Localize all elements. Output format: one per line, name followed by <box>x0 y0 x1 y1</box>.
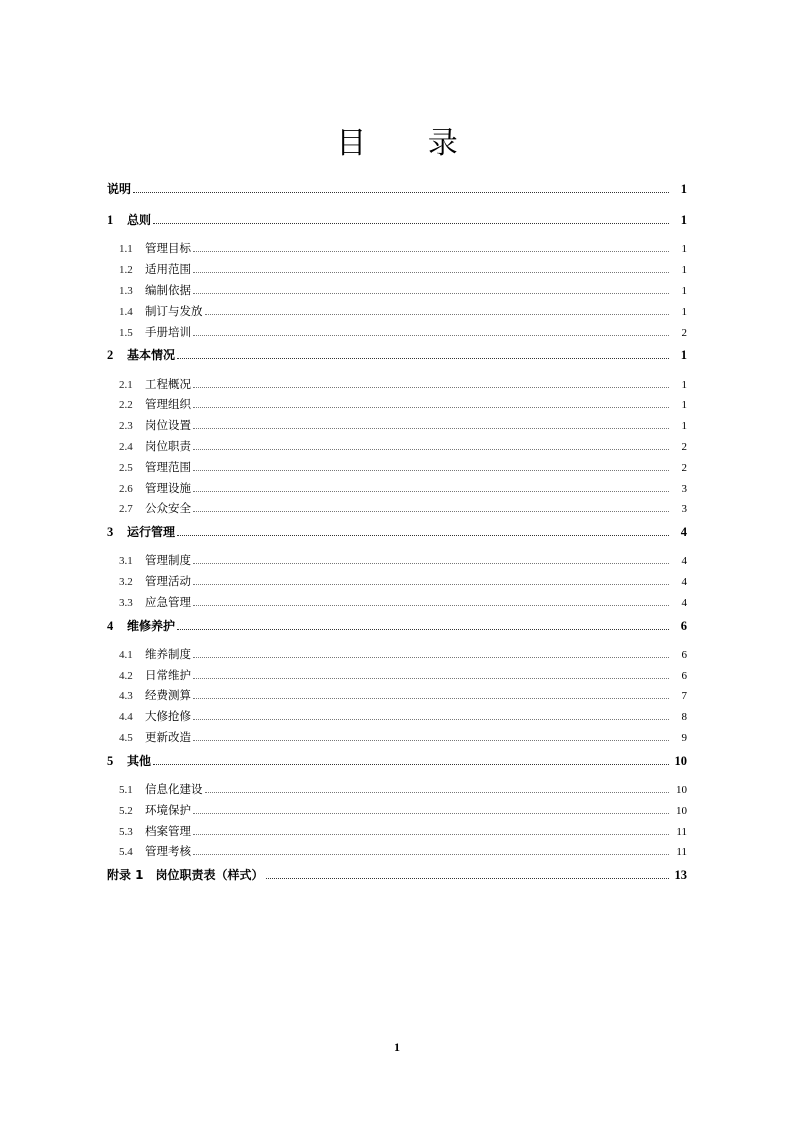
toc-entry-number: 3 <box>107 525 114 540</box>
toc-entry-label: 环境保护 <box>145 802 191 817</box>
toc-entry-number: 4.4 <box>119 711 133 724</box>
toc-section-entry[interactable] <box>107 779 687 800</box>
toc-entry-label: 管理目标 <box>145 241 191 256</box>
toc-entry-label: 应急管理 <box>145 594 191 609</box>
toc-entry-page-number: 4 <box>680 525 687 540</box>
toc-dot-leader <box>193 271 669 273</box>
toc-entry-label: 维养制度 <box>145 646 191 661</box>
toc-entry-label: 管理考核 <box>145 844 191 859</box>
toc-entry-number: 2.3 <box>119 420 133 433</box>
toc-dot-leader <box>193 853 669 855</box>
toc-entry-label: 制订与发放 <box>145 303 203 318</box>
toc-entry-number: 1.1 <box>119 243 133 256</box>
toc-entry-number: 4.5 <box>119 732 133 745</box>
toc-entry-number: 2.5 <box>119 461 133 474</box>
toc-entry-number: 3.2 <box>119 576 133 589</box>
toc-section-entry[interactable] <box>107 841 687 862</box>
toc-entry-page-number: 4 <box>681 555 687 568</box>
toc-entry-number: 5.4 <box>119 846 133 859</box>
toc-dot-leader <box>193 490 669 492</box>
toc-dot-leader <box>177 534 669 536</box>
toc-entry-label: 岗位职责 <box>145 438 191 453</box>
toc-entry-label: 档案管理 <box>145 823 191 838</box>
toc-entry-number: 1.2 <box>119 264 133 277</box>
table-of-contents <box>107 176 687 893</box>
toc-dot-leader <box>193 583 669 585</box>
toc-entry-page-number: 11 <box>676 825 687 838</box>
toc-dot-leader <box>193 448 669 450</box>
toc-entry-page-number: 6 <box>681 648 687 661</box>
toc-dot-leader <box>193 250 669 252</box>
toc-section-entry[interactable] <box>107 727 687 748</box>
toc-entry-label: 公众安全 <box>145 501 191 516</box>
toc-dot-leader <box>153 763 669 765</box>
toc-dot-leader <box>193 718 669 720</box>
toc-section-entry[interactable] <box>107 436 687 457</box>
toc-entry-number: 3.3 <box>119 596 133 609</box>
toc-entry-page-number: 1 <box>680 348 687 363</box>
toc-section-entry[interactable] <box>107 322 687 343</box>
toc-dot-leader <box>153 222 669 224</box>
toc-chapter-entry[interactable] <box>107 207 687 238</box>
toc-entry-page-number: 6 <box>680 618 687 633</box>
toc-entry-label: 管理组织 <box>145 397 191 412</box>
toc-entry-page-number: 8 <box>681 711 687 724</box>
toc-entry-page-number: 7 <box>681 690 687 703</box>
toc-section-entry[interactable] <box>107 478 687 499</box>
toc-dot-leader <box>205 313 670 315</box>
toc-dot-leader <box>193 292 669 294</box>
toc-entry-label: 适用范围 <box>145 262 191 277</box>
toc-section-entry[interactable] <box>107 550 687 571</box>
toc-entry-label: 岗位设置 <box>145 418 191 433</box>
toc-entry-number: 1.3 <box>119 284 133 297</box>
toc-section-entry[interactable] <box>107 280 687 301</box>
toc-section-entry[interactable] <box>107 457 687 478</box>
toc-entry-page-number: 10 <box>676 784 687 797</box>
toc-dot-leader <box>205 791 670 793</box>
toc-section-entry[interactable] <box>107 301 687 322</box>
toc-dot-leader <box>193 656 669 658</box>
toc-section-entry[interactable] <box>107 238 687 259</box>
toc-entry-number: 4.1 <box>119 648 133 661</box>
toc-dot-leader <box>133 191 669 193</box>
toc-entry-number: 5.1 <box>119 784 133 797</box>
toc-entry-page-number: 6 <box>681 669 687 682</box>
toc-section-entry[interactable] <box>107 665 687 686</box>
toc-chapter-entry[interactable] <box>107 613 687 644</box>
toc-entry-page-number: 13 <box>674 868 687 883</box>
toc-entry-page-number: 1 <box>680 182 687 196</box>
toc-entry-label: 更新改造 <box>145 730 191 745</box>
toc-entry-page-number: 1 <box>681 399 687 412</box>
toc-dot-leader <box>266 877 669 879</box>
toc-chapter-entry[interactable] <box>107 748 687 779</box>
toc-entry-page-number: 11 <box>676 846 687 859</box>
toc-entry-page-number: 1 <box>681 420 687 433</box>
toc-entry-label: 维修养护 <box>127 618 176 633</box>
toc-entry-page-number: 4 <box>681 596 687 609</box>
toc-section-entry[interactable] <box>107 706 687 727</box>
toc-entry-number: 5 <box>107 753 114 768</box>
toc-section-entry[interactable] <box>107 415 687 436</box>
toc-entry-label: 总则 <box>127 213 152 228</box>
toc-section-entry[interactable] <box>107 821 687 842</box>
toc-dot-leader <box>193 697 669 699</box>
toc-dot-leader <box>193 812 669 814</box>
toc-entry-page-number: 1 <box>681 264 687 277</box>
toc-section-entry[interactable] <box>107 259 687 280</box>
toc-dot-leader <box>193 604 669 606</box>
toc-entry-label: 手册培训 <box>145 324 191 339</box>
toc-entry-label: 编制依据 <box>145 282 191 297</box>
toc-entry-number: 4 <box>107 618 114 633</box>
toc-entry-label: 大修抢修 <box>145 709 191 724</box>
toc-dot-leader <box>193 510 669 512</box>
toc-entry-number: 3.1 <box>119 555 133 568</box>
toc-entry-number: 2.1 <box>119 378 133 391</box>
toc-entry-label: 经费测算 <box>145 688 191 703</box>
page-title: 目 录 <box>336 126 484 161</box>
toc-entry-label: 说明 <box>107 182 132 196</box>
toc-section-entry[interactable] <box>107 394 687 415</box>
toc-entry-page-number: 1 <box>681 305 687 318</box>
toc-entry-label: 附录 1 岗位职责表（样式） <box>107 868 264 883</box>
toc-dot-leader <box>193 833 669 835</box>
toc-dot-leader <box>177 357 669 359</box>
toc-entry-number: 5.2 <box>119 804 133 817</box>
toc-entry-label: 管理活动 <box>145 574 191 589</box>
toc-section-entry[interactable] <box>107 498 687 519</box>
toc-dot-leader <box>193 739 669 741</box>
toc-dot-leader <box>193 562 669 564</box>
toc-entry-page-number: 3 <box>681 503 687 516</box>
page-number: 1 <box>394 1040 400 1054</box>
toc-entry-number: 2 <box>107 348 114 363</box>
toc-entry-page-number: 9 <box>681 732 687 745</box>
toc-dot-leader <box>193 406 669 408</box>
toc-entry-page-number: 1 <box>680 213 687 228</box>
toc-section-entry[interactable] <box>107 685 687 706</box>
toc-chapter-entry[interactable] <box>107 176 687 207</box>
toc-entry-label: 运行管理 <box>127 525 176 540</box>
toc-entry-label: 工程概况 <box>145 376 191 391</box>
toc-chapter-entry[interactable] <box>107 519 687 550</box>
toc-section-entry[interactable] <box>107 800 687 821</box>
toc-entry-page-number: 2 <box>681 461 687 474</box>
toc-entry-number: 1.4 <box>119 305 133 318</box>
toc-entry-label: 管理设施 <box>145 480 191 495</box>
toc-entry-page-number: 3 <box>681 482 687 495</box>
toc-entry-page-number: 1 <box>681 284 687 297</box>
toc-entry-label: 其他 <box>127 753 152 768</box>
toc-entry-page-number: 4 <box>681 576 687 589</box>
toc-entry-page-number: 10 <box>674 753 687 768</box>
toc-entry-number: 2.7 <box>119 503 133 516</box>
toc-entry-number: 1.5 <box>119 326 133 339</box>
toc-entry-number: 2.2 <box>119 399 133 412</box>
toc-section-entry[interactable] <box>107 592 687 613</box>
toc-entry-number: 2.4 <box>119 440 133 453</box>
toc-entry-page-number: 2 <box>681 326 687 339</box>
toc-entry-page-number: 2 <box>681 440 687 453</box>
toc-section-entry[interactable] <box>107 644 687 665</box>
toc-chapter-entry[interactable] <box>107 862 687 893</box>
toc-entry-label: 日常维护 <box>145 667 191 682</box>
toc-entry-label: 管理制度 <box>145 553 191 568</box>
toc-entry-number: 2.6 <box>119 482 133 495</box>
toc-chapter-entry[interactable] <box>107 342 687 373</box>
toc-entry-page-number: 1 <box>681 243 687 256</box>
toc-entry-page-number: 1 <box>681 378 687 391</box>
toc-section-entry[interactable] <box>107 571 687 592</box>
toc-entry-label: 管理范围 <box>145 459 191 474</box>
toc-dot-leader <box>193 334 669 336</box>
toc-entry-label: 信息化建设 <box>145 782 203 797</box>
toc-section-entry[interactable] <box>107 374 687 395</box>
toc-entry-page-number: 10 <box>676 804 687 817</box>
toc-entry-number: 5.3 <box>119 825 133 838</box>
toc-dot-leader <box>193 469 669 471</box>
toc-dot-leader <box>177 628 669 630</box>
toc-dot-leader <box>193 427 669 429</box>
toc-entry-number: 1 <box>107 213 114 228</box>
toc-entry-number: 4.3 <box>119 690 133 703</box>
toc-entry-number: 4.2 <box>119 669 133 682</box>
toc-dot-leader <box>193 677 669 679</box>
toc-dot-leader <box>193 386 669 388</box>
toc-entry-label: 基本情况 <box>127 348 176 363</box>
